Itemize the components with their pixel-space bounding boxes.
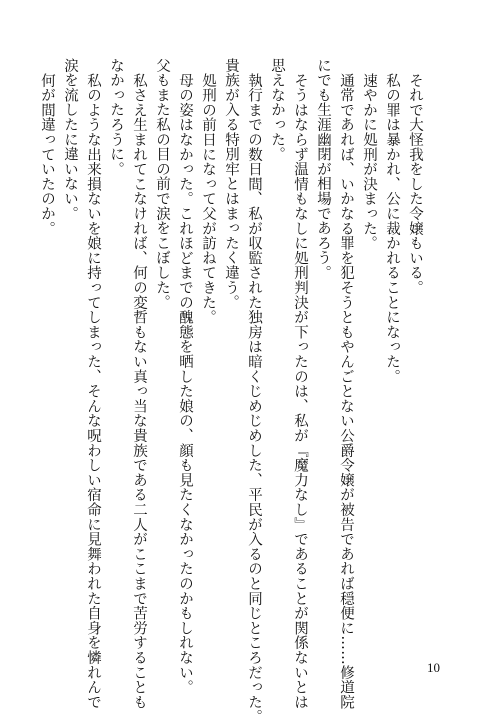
page-number: 10 (427, 660, 440, 675)
text-line: 涙を流したに違いない。 (62, 58, 78, 221)
text-line: なかったろうに。 (108, 58, 124, 177)
text-line: 速やかに処刑が決まった。 (361, 72, 377, 251)
vertical-text-block (35, 58, 426, 724)
text-line: 処刑の前日になって父が訪ねてきた。 (200, 72, 216, 325)
text-line: それで大怪我をした令嬢もいる。 (407, 72, 423, 295)
text-line: にでも生涯幽閉が相場であろう。 (315, 58, 331, 280)
text-line: 何が間違っていたのか。 (39, 72, 55, 236)
text-line: 通常であれば、いかなる罪を犯そうともやんごとない公爵令嬢が被告であれば穏便に……修道院 (338, 72, 354, 709)
text-line: 母の姿はなかった。これほどまでの醜態を晒した娘の、顔も見たくなかったのかもしれない。 (177, 72, 193, 695)
text-line: 私さえ生まれてこなければ、何の変哲もない真っ当な貴族である二人がここまで苦労することも (131, 72, 147, 709)
text-line: 執行までの数日間、私が収監された独房は暗くじめじめした、平民が入るのと同じところだった。 (246, 72, 262, 724)
text-line: 貴族が入る特別牢とはまったく違う。 (223, 58, 239, 310)
text-line: 父もまた私の目の前で涙をこぼした。 (154, 58, 170, 310)
text-line: そうはならず温情もなしに処刑判決が下ったのは、私が『魔力なし』であることが関係ないとは (292, 72, 308, 709)
text-line: 私のような出来損ないを娘に持ってしまった、そんな呪わしい宿命に見舞われた自身を憐れんで (85, 72, 101, 709)
text-line: 思えなかった。 (269, 58, 285, 162)
text-line: 私の罪は暴かれ、公に裁かれることになった。 (384, 72, 400, 384)
